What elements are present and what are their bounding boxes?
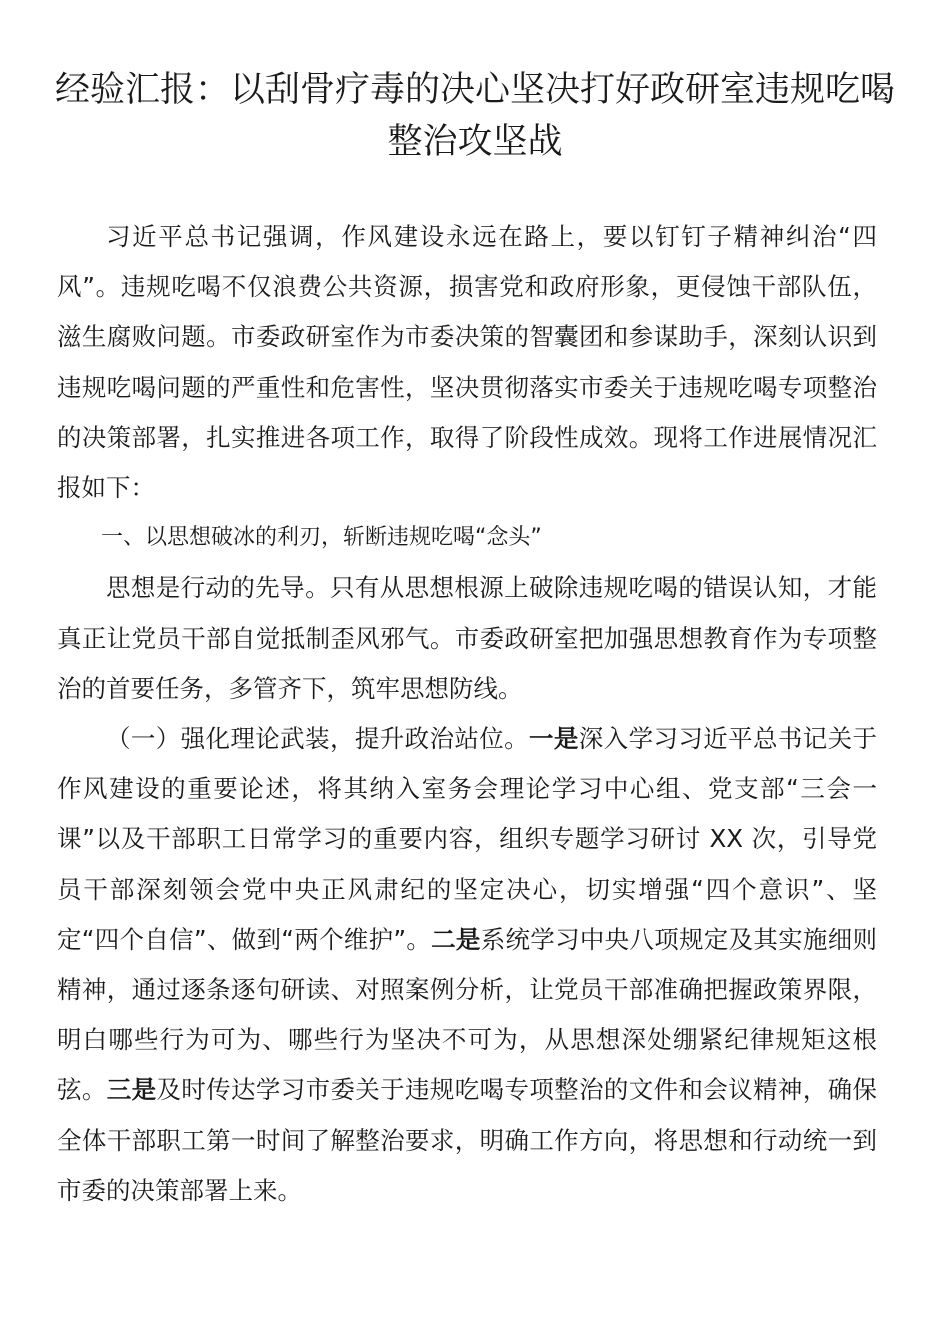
subsection-1-paragraph (57, 714, 877, 1216)
document-title: 经验汇报：以刮骨疗毒的决心坚决打好政研室违规吃喝整治攻坚战 (54, 70, 895, 162)
document-body (57, 212, 877, 1216)
point-marker-1: 一是 (529, 724, 579, 754)
intro-paragraph: 习近平总书记强调，作风建设永远在路上，要以钉钉子精神纠治“四风”。违规吃喝不仅浪费公共资源，损害党和政府形象，更侵蚀干部队伍，滋生腐败问题。市委政研室作为市委决策的智囊团和参谋助手，深刻认识到违规吃喝问题的严重性和危害性，坚决贯彻落实市委关于违规吃喝专项整治的决策部署，扎实推进各项工作，取得了阶段性成效。现将工作进展情况汇报如下： (57, 222, 877, 503)
section-heading-1: 一、以思想破冰的利刃，斩断违规吃喝“念头” (101, 525, 542, 551)
section-1-intro-paragraph: 思想是行动的先导。只有从思想根源上破除违规吃喝的错误认知，才能真正让党员干部自觉抵制歪风邪气。市委政研室把加强思想教育作为专项整治的首要任务，多管齐下，筑牢思想防线。 (57, 573, 877, 703)
subsection-1-lead: （一）强化理论武装，提升政治站位。 (106, 724, 530, 754)
point-text-2: 系统学习中央八项规定及其实施细则精神，通过逐条逐句研读、对照案例分析，让党员干部准确把握政策界限，明白哪些行为可为、哪些行为坚决不可为，从思想深处绷紧纪律规矩这根弦。 (57, 924, 878, 1105)
point-text-1: 深入学习习近平总书记关于作风建设的重要论述，将其纳入室务会理论学习中心组、党支部“三会一课”以及干部职工日常学习的重要内容，组织专题学习研讨 XX 次，引导党员干部深刻领会党中央正风肃纪的坚定决心，切实增强“四个意识”、坚定“四个自信”、做到“两个维护”。 (57, 724, 878, 954)
point-marker-3: 三是 (106, 1075, 157, 1105)
point-text-3: 及时传达学习市委关于违规吃喝专项整治的文件和会议精神，确保全体干部职工第一时间了解整治要求，明确工作方向，将思想和行动统一到市委的决策部署上来。 (57, 1075, 877, 1205)
point-marker-2: 二是 (431, 924, 481, 954)
